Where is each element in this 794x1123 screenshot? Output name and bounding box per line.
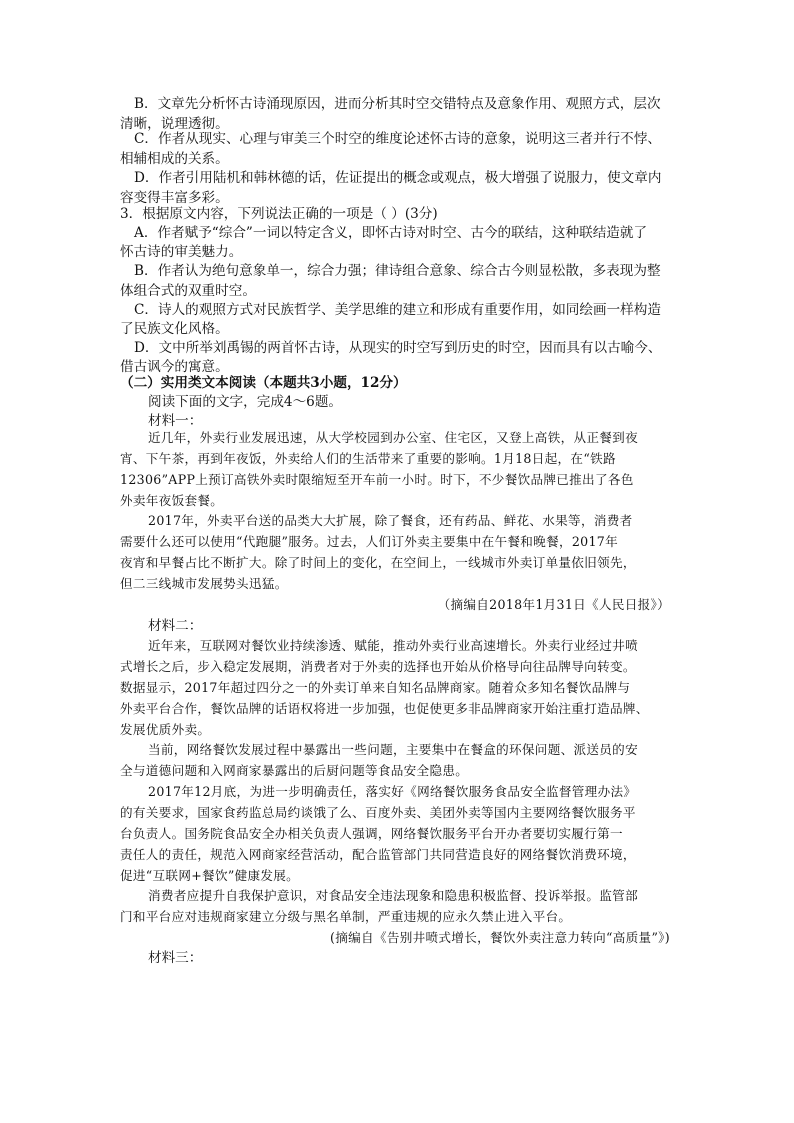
- question-3: 3．根据原文内容，下列说法正确的一项是（ ）(3分): [120, 206, 438, 222]
- material-2-p3-line-5: 促进“互联网+餐饮”健康发展。: [120, 868, 300, 883]
- q3-option-d-line-1: D．文中所举刘禹锡的两首怀古诗，从现实的时空写到历史的时空，因而具有以古喻今、: [134, 340, 662, 356]
- q3-option-c-line-1: C．诗人的观照方式对民族哲学、美学思维的建立和形成有重要作用，如同绘画一样构造: [134, 302, 661, 318]
- material-2-p1-line-1: 近年来，互联网对餐饮业持续渗透、赋能，推动外卖行业高速增长。外卖行业经过井喷: [148, 638, 638, 653]
- option-d-line-1: D．作者引用陆机和韩林德的话，佐证提出的概念或观点，极大增强了说服力，使文章内: [134, 170, 662, 186]
- material-1-p1-line-2: 宵、下午茶，再到年夜饭，外卖给人们的生活带来了重要的影响。1月18日起，在“铁路: [120, 451, 616, 466]
- material-2-label: 材料二：: [148, 618, 203, 634]
- option-c-line-2: 相辅相成的关系。: [120, 151, 229, 167]
- material-3-label: 材料三：: [148, 950, 203, 966]
- material-1-p2-line-1: 2017年，外卖平台送的品类大大扩展，除了餐食，还有药品、鲜花、水果等，消费者: [148, 513, 633, 528]
- q3-option-a-line-1: A．作者赋予“综合”一词以特定含义，即怀古诗对时空、古今的联结，这种联结造就了: [134, 225, 648, 241]
- material-2-p2-line-1: 当前，网络餐饮发展过程中暴露出一些问题，主要集中在餐盒的环保问题、派送员的安: [148, 742, 638, 757]
- instructions: 阅读下面的文字，完成4～6题。: [148, 394, 343, 410]
- material-2-p3-line-2: 的有关要求，国家食药监总局约谈饿了么、百度外卖、美团外卖等国内主要网络餐饮服务平: [120, 805, 636, 820]
- q3-option-a-line-2: 怀古诗的审美魅力。: [120, 244, 243, 260]
- material-1-p1-line-1: 近几年，外卖行业发展迅速，从大学校园到办公室、住宅区，又登上高铁，从正餐到夜: [148, 430, 638, 445]
- option-b-line-1: B．文章先分析怀古诗涌现原因，进而分析其时空交错特点及意象作用、观照方式，层次: [134, 96, 661, 112]
- material-2-p1-line-3: 数据显示，2017年超过四分之一的外卖订单来自知名品牌商家。随着众多知名餐饮品牌与: [120, 680, 631, 695]
- material-1-p1-line-3: 12306”APP上预订高铁外卖时限缩短至开车前一小时。时下，不少餐饮品牌已推出了各色: [120, 472, 634, 487]
- q3-option-b-line-1: B．作者认为绝句意象单一，综合力强；律诗组合意象、综合古今则显松散，多表现为整: [134, 263, 661, 279]
- material-1-p2-line-2: 需要什么还可以使用“代跑腿”服务。过去，人们订外卖主要集中在午餐和晚餐，2017年: [120, 534, 619, 549]
- q3-option-c-line-2: 了民族文化风格。: [120, 321, 229, 337]
- material-2-p4-line-1: 消费者应提升自我保护意识，对食品安全违法现象和隐患积极监督、投诉举报。监管部: [148, 888, 638, 903]
- material-2-source: (摘编自《告别井喷式增长，餐饮外卖注意力转向“高质量”》): [330, 930, 670, 945]
- option-c-line-1: C．作者从现实、心理与审美三个时空的维度论述怀古诗的意象，说明这三者并行不悖、: [134, 131, 661, 147]
- material-1-p1-line-4: 外卖年夜饭套餐。: [120, 493, 224, 508]
- option-b-line-2: 清晰，说理透彻。: [120, 116, 229, 132]
- material-1-label: 材料一：: [148, 413, 203, 429]
- material-2-p1-line-5: 发展优质外卖。: [120, 722, 211, 737]
- material-1-source: （摘编自2018年1月31日《人民日报》）: [437, 597, 670, 612]
- q3-option-b-line-2: 体组合式的双重时空。: [120, 283, 256, 299]
- material-2-p4-line-2: 门和平台应对违规商家建立分级与黑名单制，严重违规的应永久禁止进入平台。: [120, 909, 572, 924]
- material-2-p2-line-2: 全与道德问题和入网商家暴露出的后厨问题等食品安全隐患。: [120, 763, 469, 778]
- section-heading: （二）实用类文本阅读（本题共3小题，12分）: [120, 375, 407, 391]
- option-d-line-2: 容变得丰富多彩。: [120, 190, 229, 206]
- material-2-p3-line-1: 2017年12月底，为进一步明确责任，落实好《网络餐饮服务食品安全监督管理办法》: [148, 784, 637, 799]
- material-2-p3-line-3: 台负责人。国务院食品安全办相关负责人强调，网络餐饮服务平台开办者要切实履行第一: [120, 826, 623, 841]
- material-2-p1-line-4: 外卖平台合作，餐饮品牌的话语权将进一步加强，也促使更多非品牌商家开始注重打造品牌、: [120, 701, 649, 716]
- material-1-p2-line-4: 但二三线城市发展势头迅猛。: [120, 576, 288, 591]
- material-2-p1-line-2: 式增长之后，步入稳定发展期，消费者对于外卖的选择也开始从价格导向往品牌导向转变。: [120, 659, 636, 674]
- material-2-p3-line-4: 责任人的责任，规范入网商家经营活动，配合监管部门共同营造良好的网络餐饮消费环境，: [120, 847, 636, 862]
- material-1-p2-line-3: 夜宵和早餐占比不断扩大。除了时间上的变化，在空间上，一线城市外卖订单量依旧领先，: [120, 555, 636, 570]
- q3-option-d-line-2: 借古讽今的寓意。: [120, 359, 229, 375]
